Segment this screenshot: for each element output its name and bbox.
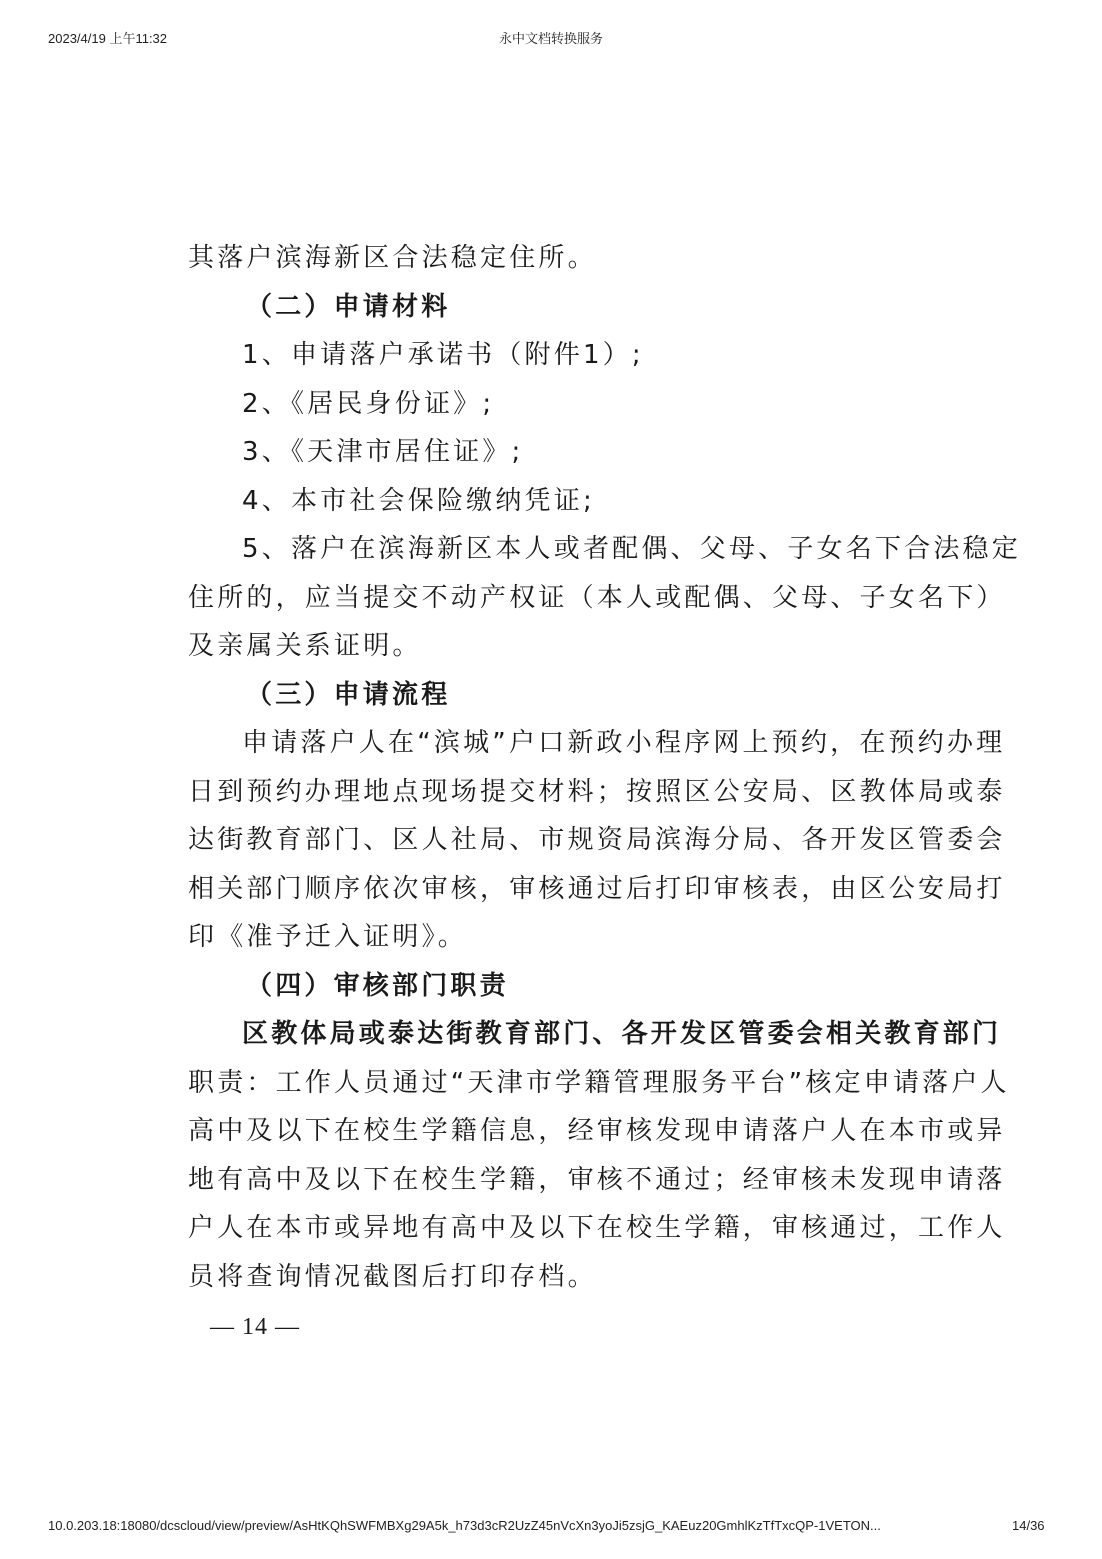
page-number: — 14 — <box>210 1314 300 1340</box>
paragraph-line: 达街教育部门、区人社局、市规资局滨海分局、各开发区管委会 <box>188 825 1006 855</box>
paragraph-line: 相关部门顺序依次审核，审核通过后打印审核表，由区公安局打 <box>188 873 1006 904</box>
paragraph-line: 及亲属关系证明。 <box>188 631 422 661</box>
print-header <box>0 28 1102 50</box>
document-service-title: 永中文档转换服务 <box>498 31 603 46</box>
paragraph-line: 印《准予迁入证明》。 <box>188 922 468 952</box>
paragraph-line: 地有高中及以下在校生学籍，审核不通过；经审核未发现申请落 <box>188 1164 1006 1195</box>
list-item: 3、《天津市居住证》; <box>242 437 524 467</box>
paragraph-line: 员将查询情况截图后打印存档。 <box>188 1261 597 1292</box>
list-item: 2、《居民身份证》; <box>242 388 495 419</box>
paragraph-line: 户人在本市或异地有高中及以下在校生学籍，审核通过，工作人 <box>188 1213 1006 1243</box>
list-item: 5、落户在滨海新区本人或者配偶、父母、子女名下合法稳定 <box>242 534 1021 564</box>
list-item: 4、本市社会保险缴纳凭证; <box>242 485 595 516</box>
list-item: 1、申请落户承诺书（附件1）; <box>242 340 644 370</box>
print-datetime: 2023/4/19 上午11:32 <box>48 31 168 46</box>
paragraph-line: 区教体局或泰达街教育部门、各开发区管委会相关教育部门 <box>242 1019 1002 1049</box>
print-footer <box>0 1518 1102 1540</box>
paragraph-line: 其落户滨海新区合法稳定住所。 <box>188 243 597 273</box>
section-heading-duties: （四）审核部门职责 <box>246 970 509 1001</box>
paragraph-line: 日到预约办理地点现场提交材料；按照区公安局、区教体局或泰 <box>188 776 1006 807</box>
paragraph-line: 申请落户人在“滨城”户口新政小程序网上预约，在预约办理 <box>242 728 1006 758</box>
section-heading-process: （三）申请流程 <box>246 679 451 710</box>
document-body <box>188 234 1021 1301</box>
page-count: 14/36 <box>1012 1518 1045 1533</box>
paragraph-line: 住所的，应当提交不动产权证（本人或配偶、父母、子女名下） <box>188 582 1006 613</box>
paragraph-line: 职责：工作人员通过“天津市学籍管理服务平台”核定申请落户人 <box>188 1067 1010 1098</box>
section-heading-materials: （二）申请材料 <box>246 291 451 322</box>
page-url: 10.0.203.18:18080/dcscloud/view/preview/AsHtKQhSWFMBXg29A5k_h73d3cR2UzZ45nVcXn3yoJi5zsjG_KAEuz20GmhlKzTfTxcQP-1VETON... <box>48 1518 881 1533</box>
paragraph-line: 高中及以下在校生学籍信息，经审核发现申请落户人在本市或异 <box>188 1116 1006 1146</box>
